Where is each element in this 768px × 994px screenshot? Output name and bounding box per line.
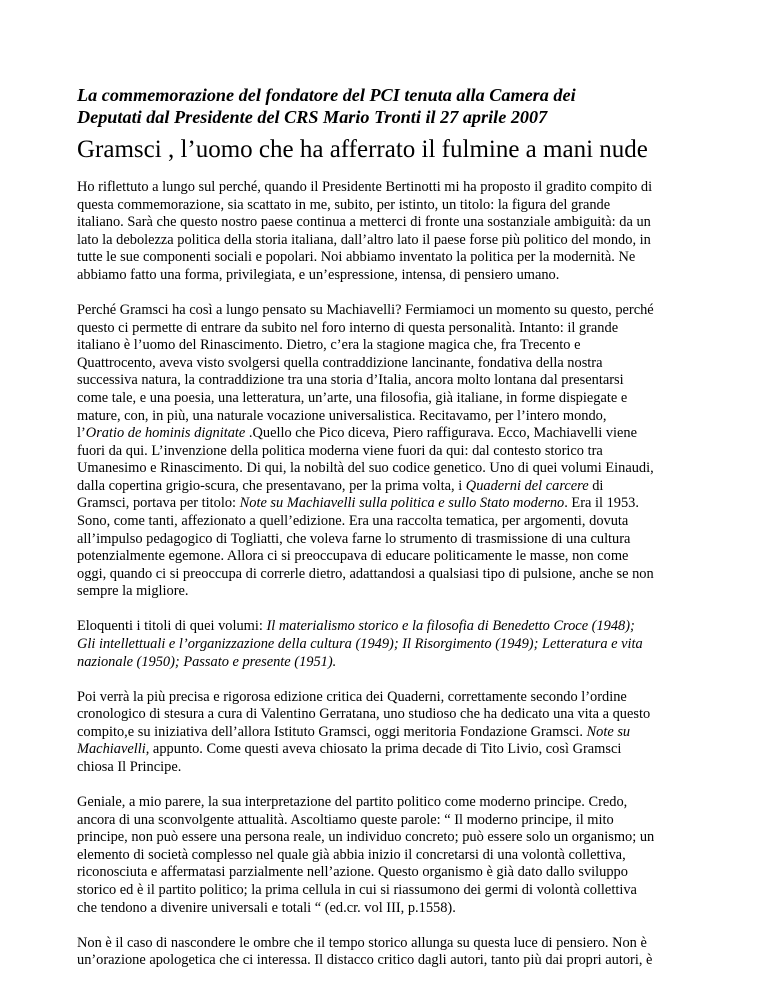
text-segment: .Quello che Pico diceva, Piero raffigurava. Ecco, Machiavelli viene [245,425,638,442]
text-line [77,267,697,285]
text-line [77,249,697,267]
italic-text: Note su [586,723,631,740]
text-line [77,425,697,443]
text-segment: questo ci permette di entrare da subito nel foro interno di questa personalità. Intanto: il grande [77,319,619,336]
italic-text: Machiavelli [77,741,146,758]
text-segment: Ho riflettuto a lungo sul perché, quando il Presidente Bertinotti mi ha proposto il gradito compito di [77,179,653,195]
body-paragraph [77,618,697,671]
text-segment: tutte le sue componenti sociali e popolari. Noi abbiamo inventato la politica per la modernità. Ne [77,249,636,266]
text-line [77,531,697,549]
text-segment: chiosa Il Principe. [77,758,182,775]
text-segment: . Era il 1953. [564,495,639,512]
text-line [77,759,697,777]
text-line [77,372,697,390]
text-segment: Sono, come tanti, affezionato a quell’edizione. Era una raccolta tematica, per argomenti, dovuta [77,513,629,530]
text-segment: oggi, quando ci si preoccupa di correrle dietro, adattandosi a qualsiasi tipo di pulsione, anche se non [77,565,654,582]
text-line [77,882,697,900]
text-line [77,900,697,918]
text-segment: riconosciuta e affermatasi parzialmente nell’azione. Questo organismo è già dato dallo sviluppo [77,864,628,881]
text-line [77,513,697,531]
document-title: Gramsci , l’uomo che ha afferrato il fulmine a mani nude [77,136,648,163]
text-line [77,495,697,513]
body-paragraph [77,302,697,601]
text-segment: potenzialmente egemone. Allora ci si preoccupava di educare politicamente le masse, non come [77,548,629,565]
text-segment: fuori da qui. L’invenzione della politica moderna viene fuori da qui: dal contesto storico tra [77,442,603,459]
text-segment: di [588,477,604,494]
text-line [77,952,697,970]
text-line [77,654,697,672]
text-segment: Umanesimo e Rinascimento. Di qui, la nobiltà del suo codice genetico. Uno di quei volumi Einaudi, [77,460,654,477]
text-segment: che tendono a divenire universali e totali “ (ed.cr. vol III, p.1558). [77,899,456,916]
text-line [77,408,697,426]
italic-text: Il materialismo storico e la filosofia di Benedetto Croce (1948); [266,618,635,635]
text-segment: principe, non può essere una persona reale, un individuo concreto; può essere solo un organismo; un [77,829,655,846]
text-line [77,829,697,847]
text-segment: Gramsci, portava per titolo: [77,495,240,512]
text-segment: Geniale, a mio parere, la sua interpretazione del partito politico come moderno principe. Credo, [77,793,628,810]
italic-text: Gli intellettuali e l’organizzazione della cultura (1949); Il Risorgimento (1949); Letteratura e vita [77,636,643,653]
text-line [77,689,697,707]
text-line [77,741,697,759]
text-segment: Poi verrà la più precisa e rigorosa edizione critica dei Quaderni, correttamente secondo l’ordine [77,688,627,705]
text-segment: Quattrocento, aveva visto svolgersi quella contraddizione lancinante, fondativa della nostra [77,354,603,371]
text-segment: , appunto. Come questi aveva chiosato la prima decade di Tito Livio, così Gramsci [145,741,622,758]
text-line [77,935,697,953]
text-segment: mature, con, in più, una naturale vocazione universalistica. Recitavamo, per l’intero mondo, [77,407,607,424]
italic-text: nazionale (1950); Passato e presente (1951). [77,653,337,670]
text-line [77,390,697,408]
text-line [77,583,697,601]
text-line [77,478,697,496]
text-line [77,214,697,232]
text-segment: come tale, e una poesia, una letteratura, un’arte, una filosofia, già italiane, in forme dispiegate e [77,389,628,406]
text-segment: cronologico di stesura a cura di Valentino Gerratana, uno studioso che ha dedicato una vita a questo [77,706,651,723]
text-line [77,197,697,215]
text-segment: questa commemorazione, sia scattato in me, subito, per istinto, un titolo: la figura del grande [77,196,611,213]
italic-text: Oratio de hominis dignitate [85,425,246,442]
text-line [77,812,697,830]
text-segment: successiva natura, la contraddizione tra una storia d’Italia, ancora molto lontana dal presentarsi [77,372,624,389]
text-segment: abbiamo fatto una forma, privilegiata, e un’espressione, intensa, di pensiero umano. [77,266,560,283]
text-line [77,794,697,812]
text-segment: italiano. Sarà che questo nostro paese continua a metterci di fronte una sostanziale ambiguità: da un [77,214,651,231]
text-segment: sempre la migliore. [77,583,189,600]
text-line [77,566,697,584]
text-segment: compito,e su iniziativa dell’allora Istituto Gramsci, oggi meritoria Fondazione Gramsci. [77,723,587,740]
text-line [77,864,697,882]
italic-text: Quaderni del carcere [465,477,589,494]
text-line [77,706,697,724]
text-segment: lato la debolezza politica della storia italiana, dall’altro lato il paese forse più politico del mondo, in [77,231,651,248]
body-paragraph [77,179,697,285]
document-body [77,179,697,970]
text-segment: elemento di società complesso nel quale già abbia inizio il concretarsi di una volontà collettiva, [77,846,626,863]
text-line [77,618,697,636]
text-line [77,548,697,566]
body-paragraph [77,689,697,777]
text-line [77,355,697,373]
text-segment: un’orazione apologetica che ci interessa. Il distacco critico dagli autori, tanto più dai propri autori, è [77,952,653,969]
subtitle-line: La commemorazione del fondatore del PCI tenuta alla Camera dei [77,85,576,105]
text-line [77,232,697,250]
text-line [77,443,697,461]
subtitle-line: Deputati dal Presidente del CRS Mario Tronti il 27 aprile 2007 [77,107,548,127]
text-segment: all’impulso pedagogico di Togliatti, che voleva farne lo strumento di trasmissione di una cultura [77,530,631,547]
text-line [77,337,697,355]
text-segment: dalla copertina grigio-scura, che presentavano, per la prima volta, i [77,477,466,494]
text-segment: l’ [77,425,86,442]
text-line [77,460,697,478]
text-line [77,724,697,742]
body-paragraph [77,935,697,970]
text-line [77,320,697,338]
text-line [77,847,697,865]
body-paragraph [77,794,697,917]
text-segment: storico ed è il partito politico; la prima cellula in cui si riassumono dei germi di volontà collettiva [77,881,637,898]
text-segment: Eloquenti i titoli di quei volumi: [77,618,267,635]
text-line [77,179,697,197]
text-segment: Perché Gramsci ha così a lungo pensato su Machiavelli? Fermiamoci un momento su questo, perché [77,301,654,318]
italic-text: Note su Machiavelli sulla politica e sullo Stato moderno [239,495,565,512]
text-segment: ancora di una sconvolgente attualità. Ascoltiamo queste parole: “ Il moderno principe, il mito [77,811,614,828]
document-page [77,84,697,987]
text-segment: Non è il caso di nascondere le ombre che il tempo storico allunga su questa luce di pensiero. Non è [77,934,647,951]
text-line [77,636,697,654]
text-segment: italiano è l’uomo del Rinascimento. Dietro, c’era la stagione magica che, fra Trecento e [77,337,581,354]
text-line [77,302,697,320]
document-subtitle [77,84,697,128]
